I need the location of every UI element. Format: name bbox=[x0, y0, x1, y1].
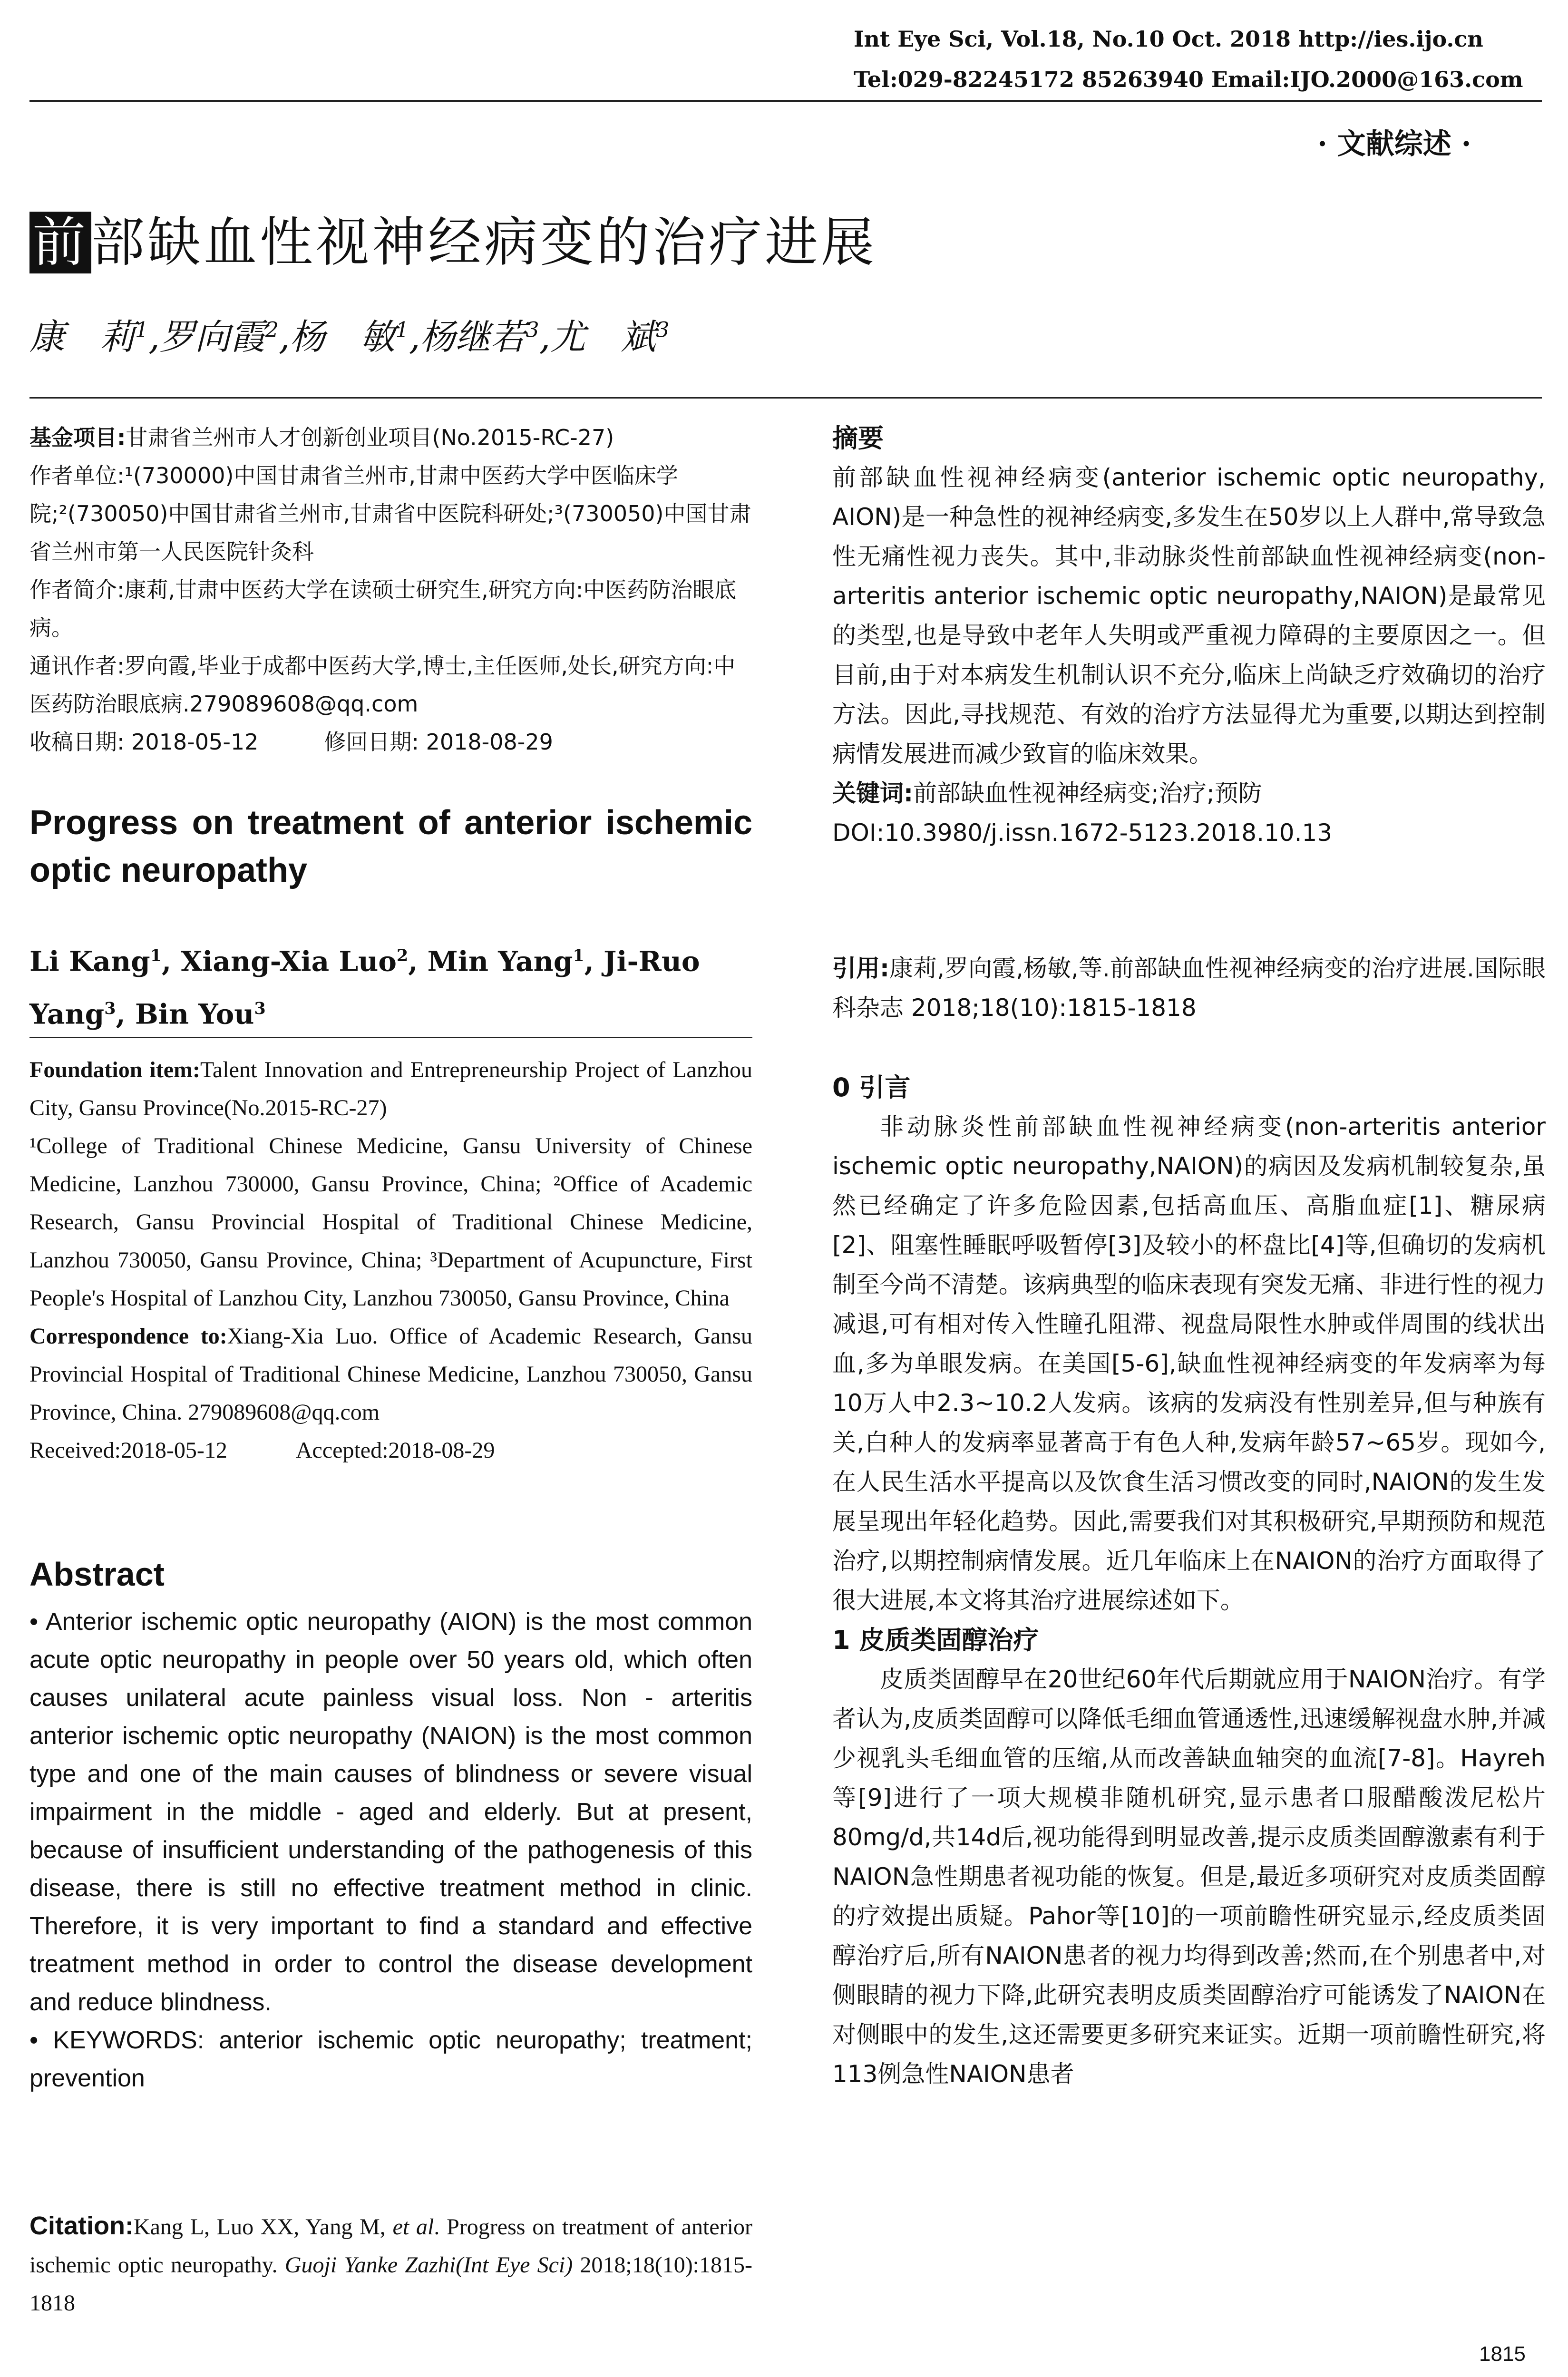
author-sup: 3 bbox=[254, 999, 266, 1019]
author-sup: 1 bbox=[395, 318, 409, 342]
author-sup: 1 bbox=[135, 318, 149, 342]
intro-heading: 0 引言 bbox=[832, 1072, 911, 1102]
author-en: Bin You bbox=[135, 998, 254, 1031]
authors-rule bbox=[29, 397, 1542, 399]
correspondence-text: Xiang-Xia Luo. Office of Academic Research, Gansu Provincial Hospital of Traditional Chinese Medicine, Lanzhou 730050, Gansu Province, China. 279089608@qq.com bbox=[29, 1324, 753, 1425]
author-en: Ji-Ruo Yang bbox=[29, 945, 700, 1031]
citation-en bbox=[29, 2207, 752, 2322]
page-number: 1815 bbox=[1479, 2342, 1526, 2366]
author-sup: 2 bbox=[396, 946, 409, 965]
author-sup: 2 bbox=[265, 318, 279, 342]
author-sup: 3 bbox=[104, 999, 116, 1019]
dates-cn: 收稿日期: 2018-05-12 修回日期: 2018-08-29 bbox=[29, 729, 553, 755]
author-cn: 杨 敏 bbox=[290, 317, 396, 358]
author-cn: 杨继若 bbox=[420, 317, 526, 358]
citation-volume: 2018;18(10):1815-1818 bbox=[29, 2252, 753, 2316]
abstract-en-body: • Anterior ischemic optic neuropathy (AION) is the most common acute optic neuropathy in people over 50 years old, which often causes unilateral acute painless visual loss. Non - arteritis anterior ischemic optic neuropathy (NAION) is the most common type and one of the main causes of blindness or severe visual impairment in the middle - aged and elderly. But at present, because of insufficient understanding of the pathogenesis of this disease, there is still no effective treatment method in clinic. Therefore, it is very important to find a standard and effective treatment method in order to control the disease development and reduce blindness. bbox=[29, 1608, 752, 2016]
citation-authors: Kang L, Luo XX, Yang M, bbox=[133, 2214, 393, 2240]
author-en: Xiang-Xia Luo bbox=[181, 945, 397, 978]
unit-label: 作者单位: bbox=[29, 463, 125, 488]
author-en: Min Yang bbox=[427, 945, 573, 978]
authors-en-rule bbox=[29, 1037, 752, 1038]
received-accepted: Received:2018-05-12 Accepted:2018-08-29 bbox=[29, 1438, 495, 1463]
unit-text: ¹(730000)中国甘肃省兰州市,甘肃中医药大学中医临床学院;²(730050)中国甘肃省兰州市,甘肃省中医院科研处;³(730050)中国甘肃省兰州市第一人民医院针灸科 bbox=[29, 463, 751, 565]
author-cn: 罗向霞 bbox=[159, 317, 265, 358]
doi: DOI:10.3980/j.issn.1672-5123.2018.10.13 bbox=[832, 819, 1333, 847]
section1-heading: 1 皮质类固醇治疗 bbox=[832, 1625, 1039, 1655]
page-title-cn bbox=[29, 200, 877, 276]
keywords-label-cn: 关键词: bbox=[832, 779, 913, 807]
author-sup: 1 bbox=[150, 946, 162, 965]
author-sup: 1 bbox=[573, 946, 584, 965]
citation-journal: Guoji Yanke Zazhi(Int Eye Sci) bbox=[284, 2252, 573, 2278]
journal-header-line2: Tel:029-82245172 85263940 Email:IJO.2000@163.com bbox=[854, 67, 1523, 92]
author-sup: 3 bbox=[656, 318, 670, 342]
english-title: Progress on treatment of anterior ischemic optic neuropathy bbox=[29, 804, 752, 889]
abstract-en bbox=[29, 1603, 752, 2097]
fund-label: 基金项目: bbox=[29, 425, 126, 450]
corr-text: 罗向霞,毕业于成都中医药大学,博士,主任医师,处长,研究方向:中医药防治眼底病.279089608@qq.com bbox=[29, 653, 736, 717]
title-first-char: 前 bbox=[29, 212, 91, 273]
citation-etal: et al bbox=[392, 2214, 434, 2240]
citation-label: Citation: bbox=[29, 2211, 134, 2240]
citation-label-cn: 引用: bbox=[832, 955, 890, 982]
foundation-text: Talent Innovation and Entrepreneurship Project of Lanzhou City, Gansu Province(No.2015-RC-27) bbox=[29, 1057, 753, 1120]
citation-text-cn: 康莉,罗向霞,杨敏,等.前部缺血性视神经病变的治疗进展.国际眼科杂志 2018;18(10):1815-1818 bbox=[832, 955, 1546, 1022]
affiliations-en: ¹College of Traditional Chinese Medicine, Gansu University of Chinese Medicine, Lanzhou 730000, Gansu Province, China; ²Office of Academic Research, Gansu Provincial Hospital of Traditional Chinese Medicine, Lanzhou 730050, Gansu Province, China; ³Department of Acupuncture, First People's Hospital of Lanzhou City, Lanzhou 730050, Gansu Province, China bbox=[29, 1133, 752, 1311]
intro-label: 作者简介: bbox=[29, 577, 125, 603]
author-cn: 康 莉 bbox=[29, 317, 135, 358]
author-sup: 3 bbox=[526, 318, 539, 342]
intro-paragraph: 非动脉炎性前部缺血性视神经病变(non-arteritis anterior ischemic optic neuropathy,NAION)的病因及发病机制较复杂,虽然已经确定了许多危险因素,包括高血压、高脂血症[1]、糖尿病[2]、阻塞性睡眠呼吸暂停[3]及较小的杯盘比[4]等,但确切的发病机制至今尚不清楚。该病典型的临床表现有突发无痛、非进行性的视力减退,可有相对传入性瞳孔阻滞、视盘局限性水肿或伴周围的线状出血,多为单眼发病。在美国[5-6],缺血性视神经病变的年发病率为每10万人中2.3~10.2人发病。该病的发病没有性别差异,但与种族有关,白种人的发病率显著高于有色人种,发病年龄57~65岁。现如今,在人民生活水平提高以及饮食生活习惯改变的同时,NAION的发生发展呈现出年轻化趋势。因此,需要我们对其积极研究,早期预防和规范治疗,以期控制病情发展。近几年临床上在NAION的治疗方面取得了很大进展,本文将其治疗进展综述如下。 bbox=[832, 1113, 1546, 1614]
correspondence-label: Correspondence to: bbox=[29, 1324, 227, 1349]
english-foundation bbox=[29, 1051, 752, 1470]
abstract-heading-en: Abstract bbox=[29, 1556, 165, 1593]
abstract-heading-cn: 摘要 bbox=[832, 423, 884, 453]
corr-label: 通讯作者: bbox=[29, 653, 125, 679]
foundation-label: Foundation item: bbox=[29, 1057, 201, 1082]
title-rest: 部缺血性视神经病变的治疗进展 bbox=[91, 212, 877, 273]
english-authors: Li Kang$^1$, Xiang-Xia Luo$^2$, Min Yang$^1$, Ji-Ruo Yang$^3$, Bin You$^3$ bbox=[29, 945, 700, 1031]
abstract-cn bbox=[832, 419, 1546, 853]
fund-text: 甘肃省兰州市人才创新创业项目(No.2015-RC-27) bbox=[126, 425, 614, 450]
header-rule bbox=[29, 100, 1542, 102]
citation-cn bbox=[832, 949, 1546, 1028]
body-text bbox=[832, 1068, 1546, 2094]
authors-cn: 康 莉$^1$,罗向霞$^2$,杨 敏$^1$,杨继若$^3$,尤 斌$^3$ bbox=[29, 317, 670, 358]
intro-text: 康莉,甘肃中医药大学在读硕士研究生,研究方向:中医药防治眼底病。 bbox=[29, 577, 737, 641]
journal-header-line1: Int Eye Sci, Vol.18, No.10 Oct. 2018 http://ies.ijo.cn bbox=[854, 26, 1483, 52]
abstract-cn-body: 前部缺血性视神经病变(anterior ischemic optic neuropathy, AION)是一种急性的视神经病变,多发生在50岁以上人群中,常导致急性无痛性视力丧失。其中,非动脉炎性前部缺血性视神经病变(non-arteritis anterior ischemic optic neuropathy,NAION)是最常见的类型,也是导致中老年人失明或严重视力障碍的主要原因之一。但目前,由于对本病发生机制认识不充分,临床上尚缺乏疗效确切的治疗方法。因此,寻找规范、有效的治疗方法显得尤为重要,以期达到控制病情发展进而减少致盲的临床效果。 bbox=[832, 464, 1546, 768]
citation-title: . Progress on treatment of anterior ischemic optic neuropathy. bbox=[29, 2214, 752, 2278]
keywords-en: • KEYWORDS: anterior ischemic optic neuropathy; treatment; prevention bbox=[29, 2026, 752, 2092]
author-cn: 尤 斌 bbox=[550, 317, 656, 358]
section-tag: · 文献综述 · bbox=[1317, 127, 1471, 161]
section1-paragraph: 皮质类固醇早在20世纪60年代后期就应用于NAION治疗。有学者认为,皮质类固醇可以降低毛细血管通透性,迅速缓解视盘水肿,并减少视乳头毛细血管的压缩,从而改善缺血轴突的血流[7-8]。Hayreh等[9]进行了一项大规模非随机研究,显示患者口服醋酸泼尼松片80mg/d,共14d后,视功能得到明显改善,提示皮质类固醇激素有利于NAION急性期患者视功能的恢复。但是,最近多项研究对皮质类固醇的疗效提出质疑。Pahor等[10]的一项前瞻性研究显示,经皮质类固醇治疗后,所有NAION患者的视力均得到改善;然而,在个别患者中,对侧眼睛的视力下降,此研究表明皮质类固醇治疗可能诱发了NAION在对侧眼中的发生,这还需要更多研究来证实。近期一项前瞻性研究,将113例急性NAION患者 bbox=[832, 1666, 1546, 2088]
keywords-cn: 前部缺血性视神经病变;治疗;预防 bbox=[913, 779, 1262, 807]
author-en: Li Kang bbox=[29, 945, 150, 978]
left-cn-info bbox=[29, 419, 752, 761]
